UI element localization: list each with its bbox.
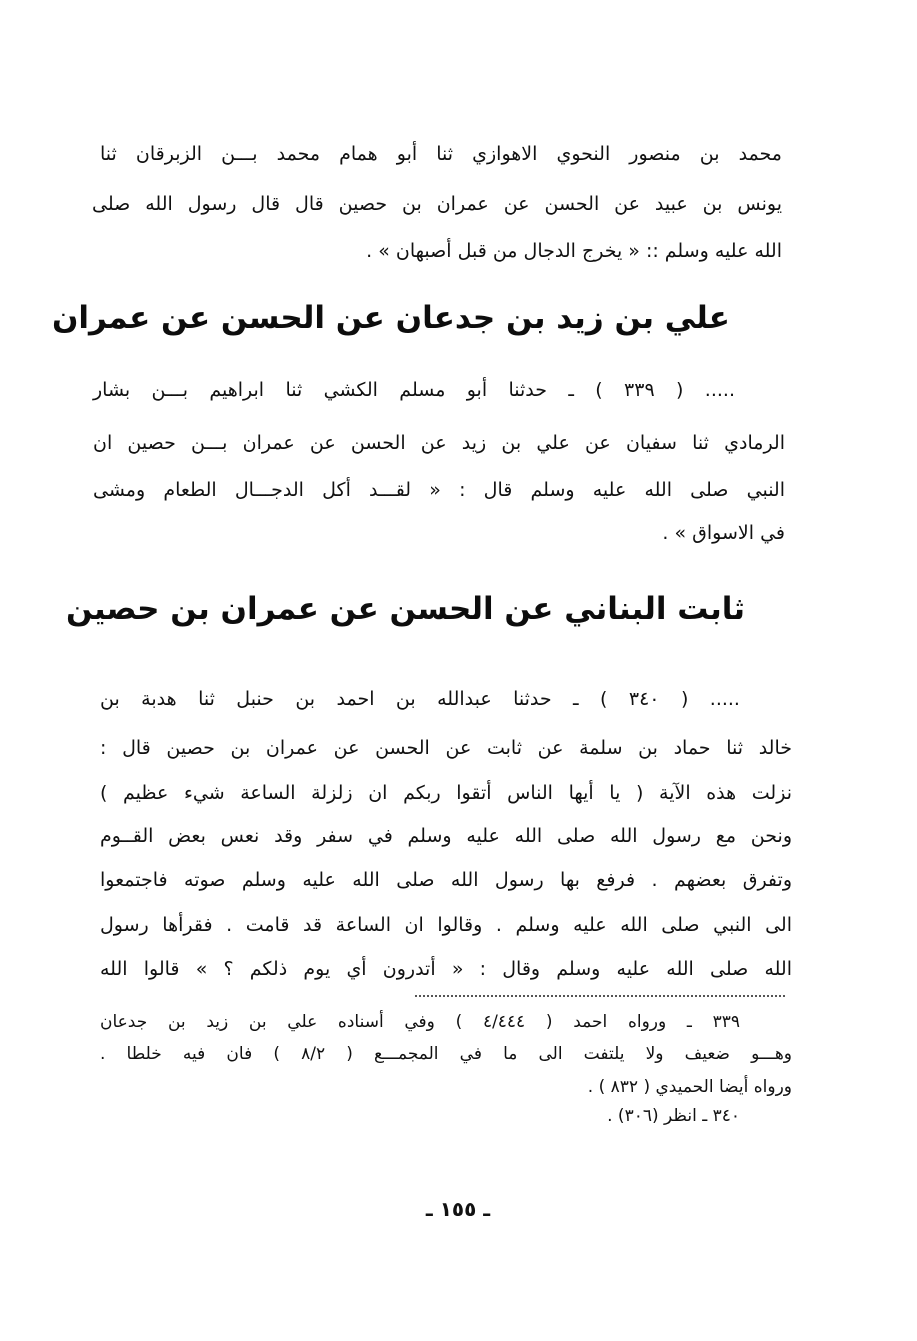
- paragraph-line: الرمادي ثنا سفيان عن علي بن زيد عن الحسن عن عمران بـــن حصين ان: [93, 432, 785, 454]
- paragraph-line: خالد ثنا حماد بن سلمة عن ثابت عن الحسن عن عمران بن حصين قال :: [100, 737, 792, 759]
- section-heading: ثابت البناني عن الحسن عن عمران بن حصين: [65, 591, 745, 627]
- section-heading: علي بن زيد بن جدعان عن الحسن عن عمران: [51, 300, 730, 336]
- footnote-line: ٣٤٠ ـ انظر (٣٠٦) .: [607, 1106, 740, 1126]
- footnote-divider: [415, 995, 785, 997]
- paragraph-line: ..... ( ٣٤٠ ) ـ حدثنا عبدالله بن احمد بن حنبل ثنا هدبة بن: [100, 688, 740, 710]
- paragraph-line: ونحن مع رسول الله صلى الله عليه وسلم في سفر وقد نعس بعض القــوم: [100, 825, 792, 847]
- paragraph-line: النبي صلى الله عليه وسلم قال : « لقـــد أكل الدجـــال الطعام ومشى: [93, 479, 785, 501]
- page-number: ـ ١٥٥ ـ: [425, 1197, 491, 1221]
- paragraph-line: يونس بن عبيد عن الحسن عن عمران بن حصين قال قال رسول الله صلى: [92, 193, 782, 215]
- paragraph-line: في الاسواق » .: [662, 522, 785, 544]
- footnote-line: وهـــو ضعيف ولا يلتفت الى ما في المجمـــع ( ٨/٢ ) فان فيه خلطا .: [100, 1044, 793, 1064]
- paragraph-line: الله عليه وسلم :: « يخرج الدجال من قبل أصبهان » .: [366, 240, 782, 262]
- paragraph-line: ..... ( ٣٣٩ ) ـ حدثنا أبو مسلم الكشي ثنا ابراهيم بـــن بشار: [93, 379, 735, 401]
- footnote-line: ورواه أيضا الحميدي ( ٨٣٢ ) .: [587, 1077, 792, 1097]
- footnote-line: ٣٣٩ ـ ورواه احمد ( ٤/٤٤٤ ) وفي أسناده علي بن زيد بن جدعان: [100, 1012, 740, 1032]
- paragraph-line: الله صلى الله عليه وسلم وقال : « أتدرون أي يوم ذلكم ؟ » قالوا الله: [100, 958, 792, 980]
- paragraph-line: محمد بن منصور النحوي الاهوازي ثنا أبو همام محمد بـــن الزبرقان ثنا: [100, 143, 782, 165]
- paragraph-line: الى النبي صلى الله عليه وسلم . وقالوا ان الساعة قد قامت . فقرأها رسول: [100, 914, 792, 936]
- paragraph-line: نزلت هذه الآية ( يا أيها الناس أتقوا ربكم ان زلزلة الساعة شيء عظيم ): [100, 782, 792, 804]
- paragraph-line: وتفرق بعضهم . فرفع بها رسول الله صلى الله عليه وسلم صوته فاجتمعوا: [100, 869, 792, 891]
